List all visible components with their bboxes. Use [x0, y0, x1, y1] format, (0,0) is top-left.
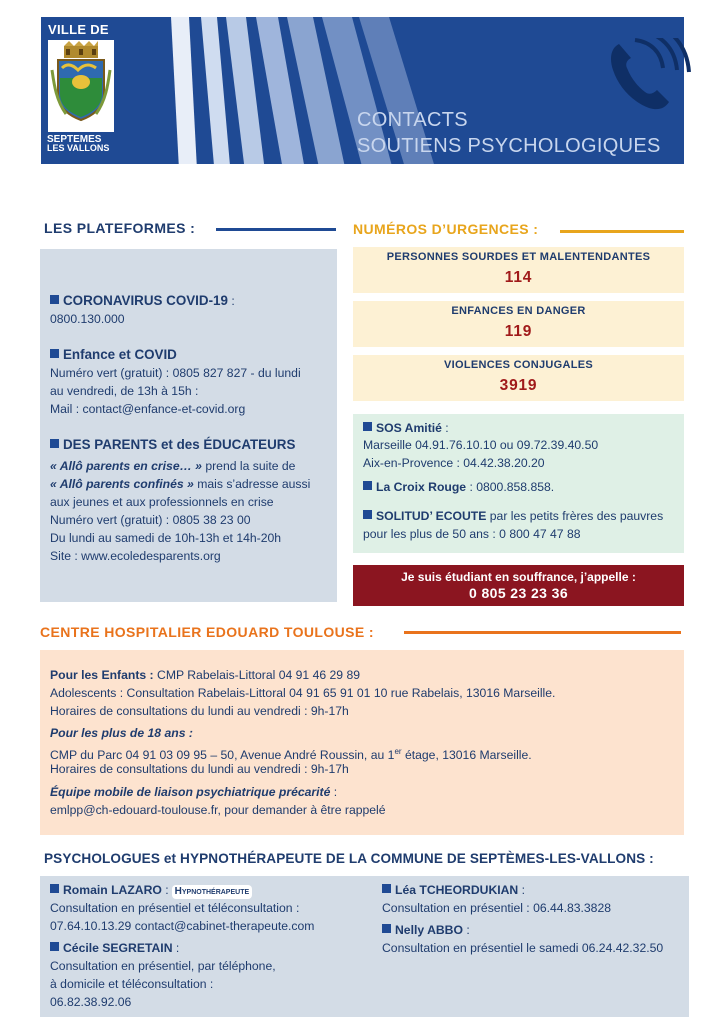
hopital-enfants-line: Pour les Enfants : CMP Rabelais-Littoral 04 91 46 29 89: [50, 668, 361, 682]
psy-abbo-line: Consultation en présentiel le samedi 06.24.42.32.50: [382, 941, 664, 955]
bullet-square-icon: [50, 349, 59, 358]
bullet-square-icon: [363, 422, 372, 431]
sos-amitie-title: SOS Amitié :: [363, 420, 449, 438]
enfance-covid-title: Enfance et COVID: [50, 346, 177, 365]
logo-les-vallons: LES VALLONS: [47, 143, 110, 153]
hopital-horaires: Horaires de consultations du lundi au vendredi : 9h-17h: [50, 762, 349, 776]
urgence-item: [353, 247, 684, 293]
covid-number: 0800.130.000: [50, 312, 125, 326]
student-helpline-number[interactable]: 0 805 23 23 36: [468, 585, 569, 601]
student-helpline-banner: [353, 565, 684, 606]
page-title-line1: CONTACTS: [357, 109, 468, 131]
croix-rouge-line: La Croix Rouge : 0800.858.858.: [363, 479, 554, 497]
psy-tcheordukian-line: Consultation en présentiel : 06.44.83.3828: [382, 901, 612, 915]
parents-title: DES PARENTS et des ÉDUCATEURS: [50, 436, 295, 455]
heading-rule: [216, 228, 336, 231]
parents-line: « Allô parents en crise… » prend la suite de: [50, 459, 296, 473]
parents-line: Du lundi au samedi de 10h-13h et 14h-20h: [50, 531, 282, 545]
logo-ville-de: VILLE DE: [48, 22, 109, 37]
psy-lazaro-name: Romain LAZARO : Hypnothérapeute: [50, 882, 252, 900]
enfance-line: Numéro vert (gratuit) : 0805 827 827 - du lundi: [50, 366, 301, 380]
urgence-number[interactable]: 114: [504, 269, 533, 286]
parents-line: aux jeunes et aux professionnels en crise: [50, 495, 274, 509]
urgence-label: VIOLENCES CONJUGALES: [443, 359, 594, 371]
solitud-ecoute-line: SOLITUD’ ECOUTE par les petits frères des pauvres: [363, 508, 663, 526]
section-heading-hopital: CENTRE HOSPITALIER EDOUARD TOULOUSE :: [40, 624, 374, 640]
urgence-item: [353, 301, 684, 347]
psy-lazaro-contact[interactable]: 07.64.10.13.29 contact@cabinet-therapeute.com: [50, 919, 315, 933]
hopital-equipe-label: Équipe mobile de liaison psychiatrique précarité :: [50, 785, 338, 799]
section-heading-urgences: NUMÉROS D’URGENCES :: [353, 221, 539, 237]
hopital-equipe-mail[interactable]: emlpp@ch-edouard-toulouse.fr, pour demander à être rappelé: [50, 803, 386, 817]
sos-amitie-line: Aix-en-Provence : 04.42.38.20.20: [363, 456, 545, 470]
heading-rule: [560, 230, 684, 233]
bullet-square-icon: [363, 481, 372, 490]
psy-segretain-line: Consultation en présentiel, par téléphone,: [50, 959, 276, 973]
page-title-line2: SOUTIENS PSYCHOLOGIQUES: [357, 135, 661, 157]
urgence-label: ENFANCES EN DANGER: [451, 305, 586, 317]
bullet-square-icon: [382, 884, 391, 893]
urgence-number[interactable]: 3919: [499, 377, 538, 394]
section-heading-psychologues: PSYCHOLOGUES et HYPNOTHÉRAPEUTE DE LA COMMUNE DE SEPTÈMES-LES-VALLONS :: [44, 851, 654, 866]
bullet-square-icon: [50, 884, 59, 893]
urgence-number[interactable]: 119: [504, 323, 533, 340]
psy-segretain-name: Cécile SEGRETAIN :: [50, 940, 179, 958]
parents-site[interactable]: Site : www.ecoledesparents.org: [50, 549, 221, 563]
covid-title: CORONAVIRUS COVID-19 :: [50, 292, 235, 311]
hopital-plus18-label: Pour les plus de 18 ans :: [50, 726, 193, 740]
solitud-ecoute-line: pour les plus de 50 ans : 0 800 47 47 88: [363, 527, 581, 541]
student-helpline-label: Je suis étudiant en souffrance, j’appelle :: [401, 570, 636, 584]
section-heading-plateformes: LES PLATEFORMES :: [44, 220, 196, 236]
phone-icon: [605, 38, 695, 118]
psy-lazaro-line: Consultation en présentiel et téléconsultation :: [50, 901, 300, 915]
psy-abbo-name: Nelly ABBO :: [382, 922, 470, 940]
psy-tcheordukian-name: Léa TCHEORDUKIAN :: [382, 882, 525, 900]
psy-segretain-phone[interactable]: 06.82.38.92.06: [50, 995, 132, 1009]
urgence-label: PERSONNES SOURDES ET MALENTENDANTES: [386, 251, 651, 263]
enfance-mail[interactable]: Mail : contact@enfance-et-covid.org: [50, 402, 246, 416]
psy-segretain-line: à domicile et téléconsultation :: [50, 977, 214, 991]
sos-amitie-line: Marseille 04.91.76.10.10 ou 09.72.39.40.50: [363, 438, 599, 452]
bullet-square-icon: [382, 924, 391, 933]
enfance-line: au vendredi, de 13h à 15h :: [50, 384, 199, 398]
bullet-square-icon: [50, 439, 59, 448]
hopital-ado-line: Adolescents : Consultation Rabelais-Littoral 04 91 65 91 01 10 rue Rabelais, 13016 Marseille.: [50, 686, 556, 700]
hopital-cmp-parc: CMP du Parc 04 91 03 09 95 – 50, Avenue André Roussin, au 1er étage, 13016 Marseille.: [50, 747, 532, 763]
hopital-horaires: Horaires de consultations du lundi au vendredi : 9h-17h: [50, 704, 349, 718]
urgence-item: [353, 355, 684, 401]
bullet-square-icon: [363, 510, 372, 519]
logo-septemes: SEPTEMES: [47, 134, 102, 145]
heading-rule: [404, 631, 681, 634]
parents-line: « Allô parents confinés » mais s’adresse aussi: [50, 477, 311, 491]
bullet-square-icon: [50, 942, 59, 951]
parents-line: Numéro vert (gratuit) : 0805 38 23 00: [50, 513, 251, 527]
hypnotherapeute-badge: Hypnothérapeute: [172, 885, 253, 899]
city-crest-logo: [48, 40, 114, 132]
bullet-square-icon: [50, 295, 59, 304]
logo-town-name: [47, 135, 109, 153]
